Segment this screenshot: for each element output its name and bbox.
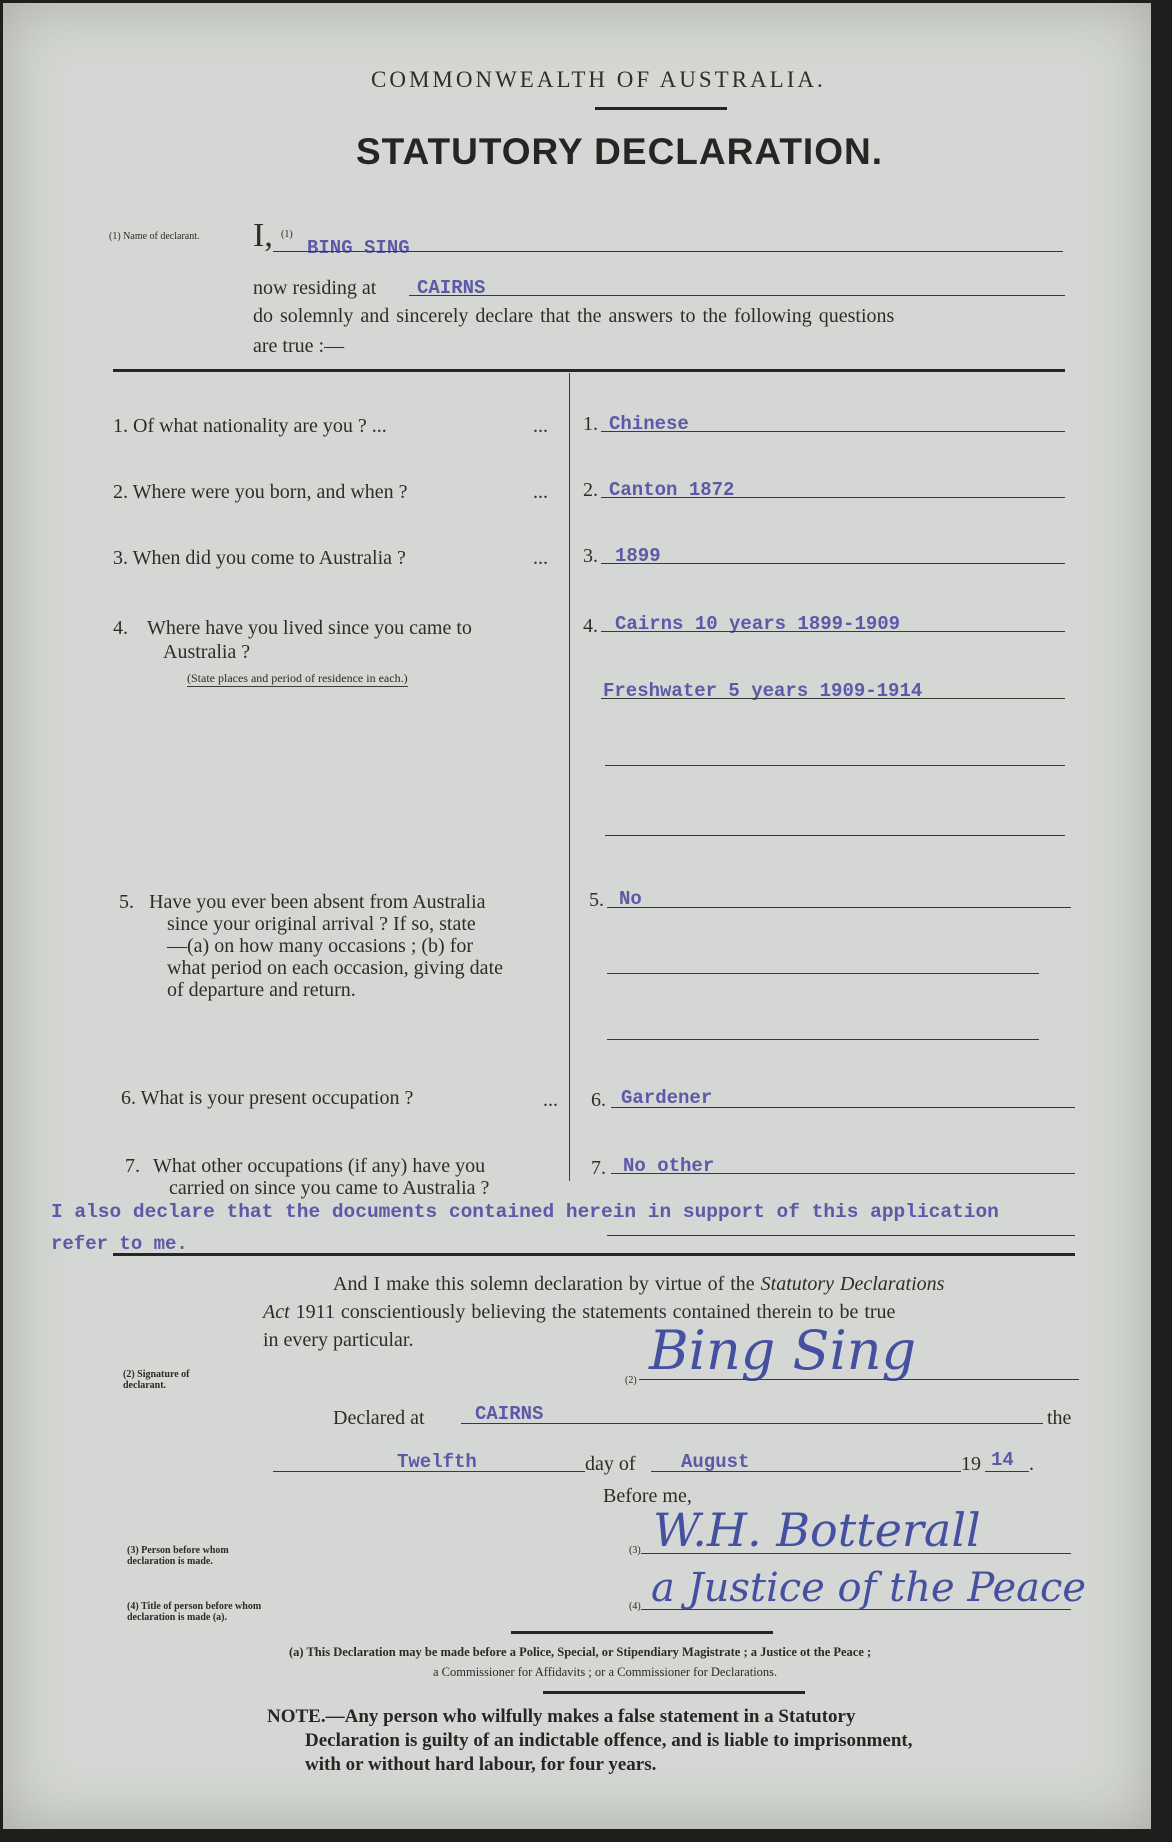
answer-1-rule: [601, 431, 1065, 432]
form-title: STATUTORY DECLARATION.: [356, 131, 883, 172]
table-top-rule: [113, 369, 1065, 372]
day-of-label: day of: [585, 1453, 636, 1475]
answer-5-rule: [607, 907, 1071, 908]
declared-at-label: Declared at: [333, 1407, 425, 1429]
question-1-text: Of what nationality are you ? ...: [133, 415, 387, 437]
answer-3: 1899: [615, 545, 661, 567]
question-5-text-3: —(a) on how many occasions ; (b) for: [167, 935, 474, 957]
answer-4-rule-2: [601, 698, 1065, 699]
year-suffix: 14: [991, 1449, 1014, 1471]
question-2-dots: ...: [533, 481, 548, 503]
ref-4: (4): [629, 1601, 641, 1612]
answer-1-number: 1.: [583, 413, 598, 435]
country-heading: COMMONWEALTH OF AUSTRALIA.: [371, 67, 826, 92]
answer-6-number: 6.: [591, 1089, 606, 1111]
solemn-text-2: are true :—: [253, 335, 345, 357]
answer-5-rule-3: [607, 1039, 1039, 1040]
question-4-subnote: (State places and period of residence in each.): [187, 671, 408, 685]
ref-1: (1): [281, 229, 293, 240]
margin-note-title: (4) Title of person before whom declaration is made (a).: [127, 1601, 262, 1623]
question-6: [121, 1087, 561, 1109]
declarant-signature: Bing Sing: [649, 1319, 917, 1382]
declared-at-value: CAIRNS: [475, 1403, 544, 1425]
witness-title-rule: [641, 1609, 1071, 1610]
question-5-text-4: what period on each occasion, giving date: [167, 957, 503, 979]
question-6-text: What is your present occupation ?: [140, 1087, 414, 1109]
question-6-number: 6.: [121, 1087, 136, 1109]
typed-addendum-line-1: I also declare that the documents contained herein in support of this application: [51, 1201, 999, 1223]
day-value: Twelfth: [397, 1451, 477, 1473]
answer-1: Chinese: [609, 413, 689, 435]
answer-5: No: [619, 888, 642, 910]
note-line-3: with or without hard labour, for four years.: [305, 1754, 657, 1775]
name-rule: [273, 251, 1063, 252]
year-rule: [985, 1471, 1029, 1472]
residence-rule: [409, 295, 1065, 296]
answer-6-rule: [611, 1107, 1075, 1108]
question-5-number: 5.: [119, 891, 134, 913]
month-value: August: [681, 1451, 750, 1473]
act-word: Act: [263, 1301, 290, 1323]
answer-4-rule-4: [605, 835, 1065, 836]
answer-7: No other: [623, 1155, 715, 1177]
i-label: I,: [253, 217, 273, 254]
declaration-line-1: [333, 1273, 944, 1296]
residence-value: CAIRNS: [417, 277, 486, 299]
column-divider: [569, 373, 570, 1181]
act-name: Statutory Declarations: [760, 1273, 945, 1295]
table-bottom-rule: [113, 1253, 1075, 1256]
residing-label: now residing at: [253, 277, 377, 299]
question-4-number: 4.: [113, 617, 128, 639]
footnote-line-2: a Commissioner for Affidavits ; or a Commissioner for Declarations.: [433, 1665, 778, 1679]
note-line-1: NOTE.—Any person who wilfully makes a false statement in a Statutory: [267, 1706, 856, 1727]
question-2-number: 2.: [113, 481, 128, 503]
question-5-text-5: of departure and return.: [167, 979, 356, 1001]
footnote-rule: [511, 1631, 773, 1634]
answer-4-number: 4.: [583, 615, 598, 637]
the-label: the: [1047, 1407, 1072, 1429]
witness-title: a Justice of the Peace: [651, 1565, 1087, 1611]
answer-2: Canton 1872: [609, 479, 735, 501]
year-period: .: [1029, 1453, 1034, 1475]
before-me-label: Before me,: [603, 1485, 692, 1507]
answer-4-rule: [601, 631, 1065, 632]
question-6-dots: ...: [543, 1089, 558, 1111]
answer-5-rule-2: [607, 973, 1039, 974]
declarant-name: BING SING: [307, 237, 410, 259]
question-3: [113, 547, 553, 569]
question-1-dots: ...: [533, 415, 548, 437]
declaration-line-3: in every particular.: [263, 1329, 414, 1351]
solemn-text-1: do solemnly and sincerely declare that the answers to the following questions: [253, 305, 895, 327]
answer-3-number: 3.: [583, 545, 598, 567]
declaration-text-1: And I make this solemn declaration by virtue of the: [333, 1273, 755, 1295]
answer-3-rule: [601, 563, 1065, 564]
margin-note-signature: (2) Signature of declarant.: [123, 1369, 190, 1391]
question-5-text-1: Have you ever been absent from Australia: [149, 891, 486, 913]
witness-signature: W.H. Botterall: [653, 1503, 981, 1557]
question-4-text-2: Australia ?: [163, 641, 251, 663]
margin-note-person: (3) Person before whom declaration is made.: [127, 1545, 229, 1567]
answer-7-rule: [611, 1173, 1075, 1174]
answer-2-rule: [601, 497, 1065, 498]
question-1-number: 1.: [113, 415, 128, 437]
year-prefix: 19: [961, 1453, 981, 1475]
question-3-text: When did you come to Australia ?: [132, 547, 406, 569]
question-3-dots: ...: [533, 547, 548, 569]
addendum-rule-right: [607, 1235, 1075, 1236]
answer-2-number: 2.: [583, 479, 598, 501]
declared-at-rule: [461, 1423, 1043, 1424]
question-3-number: 3.: [113, 547, 128, 569]
note-rule: [543, 1691, 805, 1694]
answer-4-rule-3: [605, 765, 1065, 766]
answer-4: Cairns 10 years 1899-1909: [615, 613, 901, 635]
answer-5-number: 5.: [589, 889, 604, 911]
witness-rule: [641, 1553, 1071, 1554]
question-4-text-1: Where have you lived since you came to: [147, 617, 472, 639]
note-line-2: Declaration is guilty of an indictable offence, and is liable to imprisonment,: [305, 1730, 913, 1751]
declaration-text-2: 1911 conscientiously believing the statements contained therein to be true: [295, 1301, 896, 1323]
question-1: [113, 415, 553, 437]
header-rule: [595, 107, 727, 110]
answer-6: Gardener: [621, 1087, 713, 1109]
question-5-text-2: since your original arrival ? If so, state: [167, 913, 476, 935]
typed-addendum-line-2: refer to me.: [51, 1233, 188, 1255]
question-2-text: Where were you born, and when ?: [132, 481, 408, 503]
declaration-form: [3, 3, 1151, 1829]
question-7-number: 7.: [125, 1155, 140, 1177]
answer-4-continued: Freshwater 5 years 1909-1914: [603, 680, 923, 702]
ref-2: (2): [625, 1375, 637, 1386]
margin-note-name: (1) Name of declarant.: [109, 231, 200, 242]
footnote-line-1: (a) This Declaration may be made before a Police, Special, or Stipendiary Magistrate ; a Justice ot the Peace ;: [289, 1645, 872, 1659]
question-7-text-2: carried on since you came to Australia ?: [169, 1177, 490, 1199]
ref-3: (3): [629, 1545, 641, 1556]
question-2: [113, 481, 553, 503]
signature-rule: [639, 1379, 1079, 1380]
answer-7-number: 7.: [591, 1157, 606, 1179]
question-7-text-1: What other occupations (if any) have you: [153, 1155, 486, 1177]
